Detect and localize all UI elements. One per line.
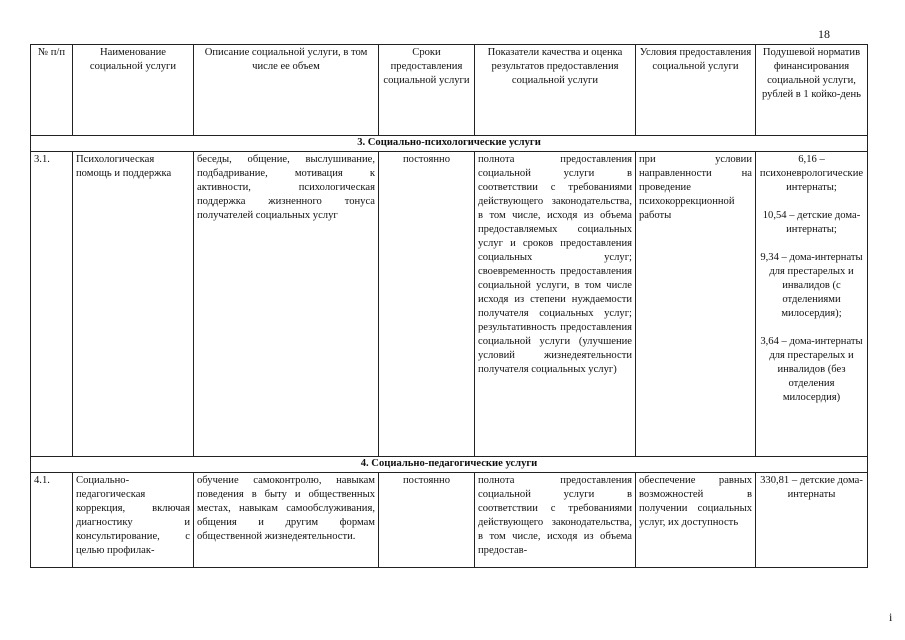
- header-description: Описание социальной услуги, в том числе ее объем: [194, 45, 379, 136]
- section-row: [31, 457, 868, 473]
- header-number: № п/п: [31, 45, 73, 136]
- header-conditions: Условия предоставления социальной услуги: [636, 45, 756, 136]
- row-number: 3.1.: [31, 152, 73, 457]
- norm-item: 6,16 – психоневрологические интернаты;: [759, 154, 864, 193]
- norm-item: 330,81 – детские дома-интернаты: [760, 475, 863, 500]
- row-number: 4.1.: [31, 473, 73, 568]
- header-terms: Сроки предоставления социальной услуги: [379, 45, 475, 136]
- service-conditions: при условии направленности на проведение психокоррекционной работы: [636, 152, 756, 457]
- stray-mark: i: [889, 610, 893, 624]
- services-table: [30, 44, 868, 568]
- service-name: Социально-педагогическая коррекция, включая диагностику и консультирование, с целью профилак-: [73, 473, 194, 568]
- service-description: обучение самоконтролю, навыкам поведения в быту и общественных местах, навыкам самообслуживания, общения и другим формам общественной жизнедеятельности.: [194, 473, 379, 568]
- table-header-row: [31, 45, 868, 136]
- norm-item: 10,54 – детские дома-интернаты;: [762, 210, 861, 235]
- page-number: 18: [818, 27, 830, 41]
- table-row: [31, 473, 868, 568]
- quality-indicators: полнота предоставления социальной услуги в соответствии с требованиями действующего законодательства, в том числе, исходя из объема предоставляемых социальных услуг и сроков предоставления социальных услуг; своевременность предоставления социальной услуги, в том числе исходя из степени нуждаемости получателя социальных услуг; результативность предоставления социальной услуги (улучшение условий жизнедеятельности получателя социальных услуг): [475, 152, 636, 457]
- norm-cell: [756, 473, 868, 568]
- section-title: 3. Социально-психологические услуги: [31, 136, 868, 152]
- service-description: беседы, общение, выслушивание, подбадривание, мотивация к активности, психологическая поддержка жизненного тонуса получателей социальных услуг: [194, 152, 379, 457]
- service-name: Психологическая помощь и поддержка: [73, 152, 194, 457]
- header-norm: Подушевой норматив финансирования социальной услуги, рублей в 1 койко-день: [756, 45, 868, 136]
- header-quality: Показатели качества и оценка результатов предоставления социальной услуги: [475, 45, 636, 136]
- norm-item: 9,34 – дома-интернаты для престарелых и инвалидов (с отделениями милосердия);: [760, 252, 863, 319]
- section-title: 4. Социально-педагогические услуги: [31, 457, 868, 473]
- service-term: постоянно: [379, 152, 475, 457]
- table-row: [31, 152, 868, 457]
- header-service-name: Наименование социальной услуги: [73, 45, 194, 136]
- norm-item: 3,64 – дома-интернаты для престарелых и инвалидов (без отделения милосердия): [760, 336, 863, 403]
- norm-cell: [756, 152, 868, 457]
- section-row: [31, 136, 868, 152]
- service-conditions: обеспечение равных возможностей в получении социальных услуг, их доступность: [636, 473, 756, 568]
- service-term: постоянно: [379, 473, 475, 568]
- quality-indicators: полнота предоставления социальной услуги в соответствии с требованиями действующего законодательства, в том числе, исходя из объема предостав-: [475, 473, 636, 568]
